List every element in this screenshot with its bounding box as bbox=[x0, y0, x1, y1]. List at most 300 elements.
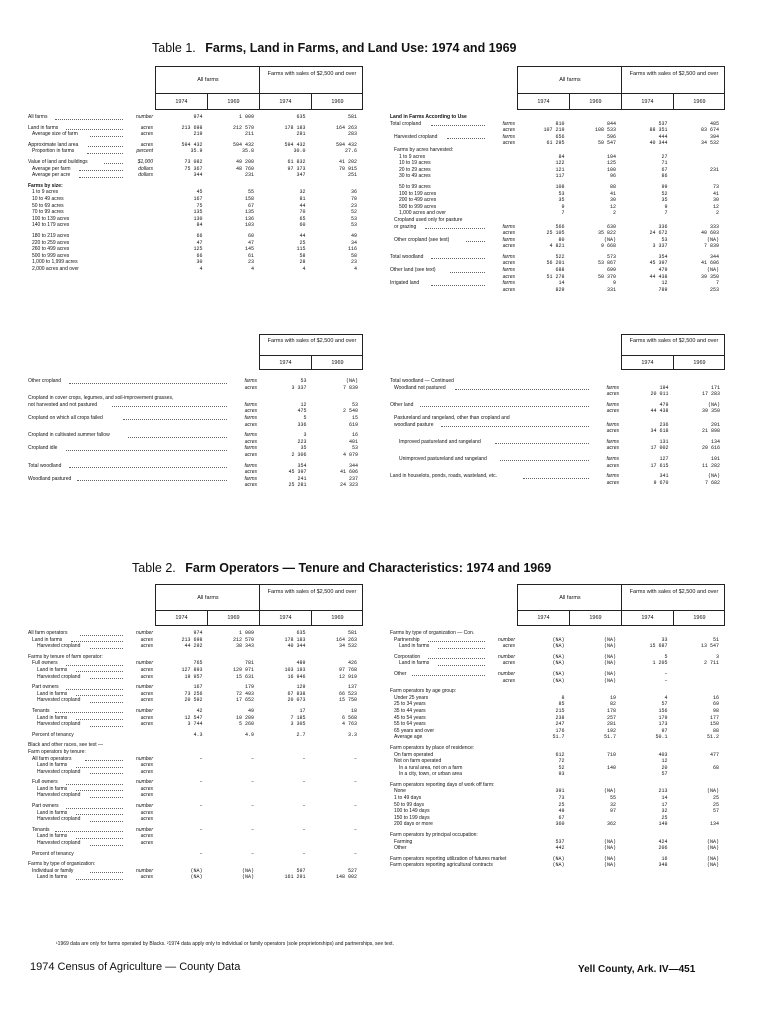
table-row bbox=[390, 254, 725, 261]
cell-value: 47 bbox=[196, 239, 203, 246]
cell-value: 15 bbox=[351, 414, 358, 421]
row-unit: acres bbox=[140, 666, 153, 673]
table-row bbox=[28, 240, 363, 247]
table-row bbox=[28, 803, 363, 810]
cell-value: (NA) bbox=[552, 653, 565, 660]
row-unit: farms bbox=[502, 236, 515, 243]
cell-value: 53 867 bbox=[597, 260, 616, 267]
row-label: 1,000 to 1,999 acres bbox=[32, 259, 78, 266]
cell-value: 656 bbox=[555, 133, 565, 140]
cell-value: 53 bbox=[351, 445, 358, 452]
table-row bbox=[28, 378, 363, 385]
cell-value: 360 bbox=[555, 821, 565, 828]
row-unit: farms bbox=[606, 421, 619, 428]
cell-value: 479 bbox=[658, 267, 668, 274]
cell-value: 47 bbox=[247, 239, 254, 246]
table-row bbox=[28, 732, 363, 739]
cell-value: 81 bbox=[299, 195, 306, 202]
cell-value: – bbox=[664, 677, 668, 684]
cell-value: 122 bbox=[555, 160, 565, 167]
cell-value: 192 bbox=[606, 727, 616, 734]
header-year: 1969 bbox=[227, 99, 240, 105]
cell-value: 781 bbox=[244, 660, 254, 667]
table-row bbox=[390, 788, 725, 795]
cell-value: (NA) bbox=[552, 855, 565, 862]
cell-value: 173 bbox=[658, 721, 668, 728]
cell-value: 86 bbox=[661, 173, 668, 180]
row-label: Cropland idle bbox=[28, 445, 58, 452]
row-label: 180 to 219 acres bbox=[32, 232, 70, 239]
cell-value: – bbox=[199, 803, 203, 810]
cell-value: 38 343 bbox=[235, 643, 254, 650]
cell-value: 14 bbox=[661, 795, 668, 802]
table-row bbox=[390, 456, 725, 463]
leader-dots bbox=[76, 767, 123, 768]
cell-value: 12 bbox=[712, 203, 719, 210]
cell-value: 41 606 bbox=[339, 469, 358, 476]
cell-value: 4 763 bbox=[341, 721, 357, 728]
header-year: 1974 bbox=[279, 99, 292, 105]
cell-value: 57 bbox=[661, 771, 668, 778]
row-label: Cropland used only for pasture bbox=[394, 216, 463, 223]
cell-value: 135 bbox=[244, 209, 254, 216]
cell-value: 344 bbox=[709, 253, 719, 260]
cell-value: 45 397 bbox=[649, 260, 668, 267]
cell-value: – bbox=[199, 755, 203, 762]
cell-value: 527 bbox=[347, 867, 357, 874]
cell-value: 344 bbox=[193, 172, 203, 179]
cell-value: 5 bbox=[664, 653, 668, 660]
cell-value: 594 432 bbox=[181, 141, 203, 148]
cell-value: (NA) bbox=[706, 236, 719, 243]
row-label: Other land (see text) bbox=[390, 267, 436, 274]
cell-value: 4 bbox=[250, 265, 254, 272]
table-row bbox=[390, 660, 725, 667]
cell-value: 73 082 bbox=[184, 158, 203, 165]
cell-value: 55 bbox=[609, 795, 616, 802]
row-label: Cropland in cover crops, legumes, and soil-improvement grasses, bbox=[28, 395, 174, 402]
table-row bbox=[390, 782, 725, 789]
table-row bbox=[28, 222, 363, 229]
cell-value: 206 bbox=[658, 845, 668, 852]
cell-value: 156 bbox=[658, 707, 668, 714]
cell-value: 7 bbox=[715, 280, 719, 287]
row-label: 10 to 49 acres bbox=[32, 195, 64, 202]
row-label: Harvested cropland bbox=[37, 816, 81, 823]
leader-dots bbox=[66, 450, 227, 451]
cell-value: 82 bbox=[609, 701, 616, 708]
table-row bbox=[390, 287, 725, 294]
footer-title: 1974 Census of Agriculture — County Data bbox=[30, 961, 241, 973]
row-unit: acres bbox=[502, 273, 515, 280]
cell-value: – bbox=[250, 850, 254, 857]
row-unit: farms bbox=[244, 378, 257, 384]
header-year: 1969 bbox=[589, 615, 602, 621]
cell-value: 75 bbox=[196, 202, 203, 209]
cell-value: 48 760 bbox=[235, 165, 254, 172]
cell-value: – bbox=[250, 826, 254, 833]
cell-value: 25 bbox=[558, 801, 565, 808]
cell-value: (NA) bbox=[603, 677, 616, 684]
row-unit: acres bbox=[502, 140, 515, 147]
row-label: Harvested cropland bbox=[37, 768, 81, 775]
table-row bbox=[390, 237, 725, 244]
row-unit: acres bbox=[502, 230, 515, 237]
row-unit: number bbox=[136, 755, 153, 762]
cell-value: 39 350 bbox=[700, 273, 719, 280]
row-unit: farms bbox=[244, 401, 257, 408]
cell-value: 16 bbox=[351, 432, 358, 439]
row-unit: acres bbox=[140, 809, 153, 816]
cell-value: 57 bbox=[661, 701, 668, 708]
table-row bbox=[28, 402, 363, 409]
cell-value: (NA) bbox=[241, 867, 254, 874]
cell-value: 16 946 bbox=[287, 673, 306, 680]
cell-value: 253 bbox=[709, 286, 719, 293]
cell-value: 98 bbox=[712, 707, 719, 714]
cell-value: 27.6 bbox=[344, 148, 357, 155]
row-label: Harvested cropland bbox=[394, 133, 438, 140]
row-label: 50 to 99 days bbox=[394, 801, 425, 808]
cell-value: 67 bbox=[247, 202, 254, 209]
table-row bbox=[28, 792, 363, 799]
table1-right-lower-rows bbox=[390, 378, 725, 486]
cell-value: 403 bbox=[658, 751, 668, 758]
cell-value: 241 bbox=[297, 475, 307, 482]
table-row bbox=[28, 422, 363, 429]
row-unit: acres bbox=[140, 816, 153, 823]
row-label: 1 to 9 acres bbox=[32, 189, 59, 196]
row-unit: $1,000 bbox=[137, 158, 153, 165]
header-farms-sales: Farms with sales of $2,500 and over bbox=[629, 71, 719, 77]
cell-value: 9 bbox=[664, 203, 668, 210]
cell-value: 829 bbox=[555, 286, 565, 293]
table-row bbox=[28, 395, 363, 402]
cell-value: 164 263 bbox=[335, 124, 357, 131]
table-row bbox=[28, 630, 363, 637]
row-label: In a city, town, or urban area bbox=[399, 771, 462, 778]
row-unit: acres bbox=[244, 451, 257, 458]
cell-value: (NA) bbox=[707, 473, 720, 480]
row-label: Farms by size: bbox=[28, 182, 63, 189]
cell-value: 103 bbox=[244, 222, 254, 229]
cell-value: 39 350 bbox=[701, 408, 720, 415]
table-row bbox=[390, 715, 725, 722]
row-unit: acres bbox=[502, 643, 515, 650]
table-row bbox=[28, 203, 363, 210]
table-row bbox=[28, 840, 363, 847]
table-row bbox=[28, 637, 363, 644]
table-row bbox=[28, 674, 363, 681]
cell-value: 594 432 bbox=[232, 141, 254, 148]
cell-value: 341 bbox=[659, 473, 669, 480]
row-unit: acres bbox=[140, 721, 153, 728]
cell-value: 699 bbox=[606, 267, 616, 274]
table-row bbox=[390, 127, 725, 134]
cell-value: – bbox=[250, 803, 254, 810]
cell-value: 30.0 bbox=[293, 148, 306, 155]
cell-value: 107 219 bbox=[543, 127, 565, 134]
table-row bbox=[390, 154, 725, 161]
cell-value: 16 bbox=[712, 694, 719, 701]
cell-value: 4 bbox=[353, 265, 357, 272]
row-label: Proportion in farms bbox=[32, 148, 75, 155]
leader-dots bbox=[69, 383, 227, 384]
cell-value: 25 bbox=[299, 239, 306, 246]
cell-value: 60 bbox=[247, 232, 254, 239]
cell-value: 49 200 bbox=[235, 158, 254, 165]
cell-value: (NA) bbox=[552, 643, 565, 650]
cell-value: 347 bbox=[296, 172, 306, 179]
leader-dots bbox=[90, 136, 123, 137]
table-row bbox=[28, 469, 363, 476]
header-year: 1974 bbox=[641, 360, 654, 366]
cell-value: (NA) bbox=[603, 660, 616, 667]
cell-value: 2 711 bbox=[703, 660, 719, 667]
row-unit: farms bbox=[606, 384, 619, 391]
row-unit: farms bbox=[244, 475, 257, 482]
row-unit: acres bbox=[244, 469, 257, 476]
table-row bbox=[390, 473, 725, 480]
cell-value: 594 432 bbox=[335, 141, 357, 148]
table-row bbox=[390, 728, 725, 735]
table-row bbox=[390, 795, 725, 802]
cell-value: 131 bbox=[659, 438, 669, 445]
cell-value: 6 568 bbox=[341, 714, 357, 721]
row-unit: farms bbox=[502, 253, 515, 260]
cell-value: 974 bbox=[193, 630, 203, 636]
cell-value: – bbox=[353, 850, 357, 857]
row-label: Farm operators reporting days of work off farm: bbox=[390, 781, 495, 788]
row-label: 200 days or more bbox=[394, 821, 433, 828]
row-label: Total woodland — Continued bbox=[390, 378, 454, 384]
table-row bbox=[28, 253, 363, 260]
cell-value: 19 bbox=[609, 694, 616, 701]
leader-dots bbox=[90, 821, 123, 822]
row-label: Harvested cropland bbox=[37, 697, 81, 704]
header-farms-sales: Farms with sales of $2,500 and over bbox=[267, 589, 357, 595]
cell-value: (NA) bbox=[603, 838, 616, 845]
row-label: 1 to 9 acres bbox=[399, 153, 426, 160]
table-row bbox=[390, 463, 725, 470]
cell-value: 4 079 bbox=[342, 451, 358, 458]
row-label: 1 to 49 days bbox=[394, 795, 422, 802]
cell-value: 65 bbox=[299, 215, 306, 222]
cell-value: 97 768 bbox=[338, 666, 357, 673]
cell-value: 41 bbox=[609, 190, 616, 197]
cell-value: (NA) bbox=[241, 874, 254, 881]
cell-value: 237 bbox=[348, 475, 358, 482]
row-label: 55 to 64 years bbox=[394, 721, 426, 728]
cell-value: (NA) bbox=[552, 636, 565, 643]
row-label: Percent of tenancy bbox=[32, 850, 74, 857]
row-label: 100 to 199 acres bbox=[399, 190, 437, 197]
cell-value: 72 493 bbox=[235, 690, 254, 697]
cell-value: 5 bbox=[303, 414, 307, 421]
row-unit: acres bbox=[140, 697, 153, 704]
table-row bbox=[390, 134, 725, 141]
leader-dots bbox=[79, 170, 123, 171]
table-row bbox=[390, 815, 725, 822]
leader-dots bbox=[428, 658, 485, 659]
cell-value: 25 281 bbox=[288, 482, 307, 489]
table-row bbox=[28, 452, 363, 459]
leader-dots bbox=[76, 695, 123, 696]
cell-value: (NA) bbox=[603, 643, 616, 650]
row-label: Approximate land area bbox=[28, 141, 79, 148]
row-unit: acres bbox=[140, 768, 153, 775]
row-label: Average per acre bbox=[32, 172, 71, 179]
leader-dots bbox=[441, 426, 589, 427]
row-label: 1,000 acres and over bbox=[399, 210, 446, 217]
cell-value: 35 bbox=[558, 197, 565, 204]
leader-dots bbox=[66, 808, 123, 809]
table-row bbox=[390, 160, 725, 167]
table2-name: Farm Operators — Tenure and Characteristics: 1974 and 1969 bbox=[185, 561, 552, 575]
cell-value: 36 bbox=[350, 189, 357, 196]
leader-dots bbox=[90, 678, 123, 679]
row-unit: acres bbox=[606, 445, 619, 452]
row-label: Woodland pastured bbox=[28, 475, 72, 482]
cell-value: 34 bbox=[350, 239, 357, 246]
cell-value: (NA) bbox=[552, 670, 565, 677]
header-year: 1969 bbox=[693, 360, 706, 366]
table-row bbox=[28, 439, 363, 446]
row-label: Partnership bbox=[394, 636, 420, 643]
leader-dots bbox=[66, 129, 123, 130]
cell-value: 71 bbox=[661, 160, 668, 167]
cell-value: 522 bbox=[555, 253, 565, 260]
row-label: 200 to 499 acres bbox=[399, 197, 437, 204]
table-row bbox=[28, 166, 363, 173]
cell-value: 148 002 bbox=[335, 874, 357, 881]
cell-value: (NA) bbox=[706, 838, 719, 845]
row-label: Farms by type of organization: bbox=[28, 861, 96, 868]
cell-value: 23 bbox=[350, 259, 357, 266]
table-row bbox=[28, 233, 363, 240]
table2-right-panel bbox=[390, 584, 725, 944]
cell-value: 41 202 bbox=[338, 158, 357, 165]
table-row bbox=[28, 445, 363, 452]
row-unit: number bbox=[136, 114, 153, 120]
leader-dots bbox=[438, 648, 485, 649]
row-unit: farms bbox=[244, 432, 257, 439]
cell-value: 1 009 bbox=[238, 114, 254, 120]
table-row bbox=[390, 643, 725, 650]
table-row bbox=[28, 786, 363, 793]
table-row bbox=[28, 159, 363, 166]
cell-value: 66 523 bbox=[338, 690, 357, 697]
cell-value: 333 bbox=[709, 223, 719, 230]
cell-value: 281 bbox=[606, 721, 616, 728]
cell-value: 537 bbox=[658, 120, 668, 127]
cell-value: – bbox=[250, 779, 254, 786]
row-label: 2,000 acres and over bbox=[32, 265, 79, 272]
cell-value: 444 bbox=[658, 133, 668, 140]
row-unit: dollars bbox=[138, 165, 153, 172]
table-row bbox=[390, 191, 725, 198]
table-row bbox=[390, 821, 725, 828]
cell-value: 145 bbox=[244, 246, 254, 253]
cell-value: 34 532 bbox=[700, 140, 719, 147]
cell-value: 50.1 bbox=[655, 734, 668, 741]
table-row bbox=[28, 196, 363, 203]
row-label: Other bbox=[394, 670, 407, 677]
cell-value: 53 bbox=[300, 378, 307, 384]
leader-dots bbox=[412, 675, 486, 676]
cell-value: 7 185 bbox=[290, 714, 306, 721]
table-row bbox=[390, 654, 725, 661]
leader-dots bbox=[80, 635, 123, 636]
cell-value: 69 bbox=[712, 701, 719, 708]
row-unit: number bbox=[498, 636, 515, 643]
cell-value: 223 bbox=[297, 438, 307, 445]
cell-value: 213 bbox=[658, 788, 668, 795]
table1-name: Farms, Land in Farms, and Land Use: 1974 and 1969 bbox=[205, 41, 517, 55]
cell-value: 17 615 bbox=[650, 462, 669, 469]
cell-value: 85 bbox=[558, 701, 565, 708]
cell-value: (NA) bbox=[552, 677, 565, 684]
cell-value: 581 bbox=[347, 630, 357, 636]
cell-value: 17 bbox=[661, 801, 668, 808]
row-label: 35 to 44 years bbox=[394, 707, 426, 714]
cell-value: 3 bbox=[715, 653, 719, 660]
cell-value: (NA) bbox=[552, 862, 565, 869]
row-unit: acres bbox=[606, 391, 619, 398]
table-row bbox=[390, 721, 725, 728]
row-label: 260 to 499 acres bbox=[32, 246, 70, 253]
row-unit: acres bbox=[502, 127, 515, 134]
cell-value: 88 bbox=[712, 727, 719, 734]
cell-value: 97 bbox=[609, 808, 616, 815]
table-row bbox=[390, 671, 725, 678]
leader-dots bbox=[420, 406, 589, 407]
table-row bbox=[390, 280, 725, 287]
row-label: woodland pasture bbox=[394, 421, 434, 428]
cell-value: 40 344 bbox=[287, 643, 306, 650]
row-unit: dollars bbox=[138, 172, 153, 179]
cell-value: 477 bbox=[709, 751, 719, 758]
row-label: 100 to 139 acres bbox=[32, 215, 70, 222]
cell-value: 61 832 bbox=[287, 158, 306, 165]
cell-value: 40 603 bbox=[700, 230, 719, 237]
cell-value: 4 bbox=[302, 265, 306, 272]
cell-value: 52 bbox=[661, 190, 668, 197]
table-row bbox=[28, 697, 363, 704]
cell-value: 137 bbox=[347, 684, 357, 691]
row-label: Land in farms bbox=[37, 690, 68, 697]
cell-value: 12 919 bbox=[338, 673, 357, 680]
cell-value: 97 373 bbox=[287, 165, 306, 172]
table1-right-header bbox=[517, 66, 725, 110]
row-unit: farms bbox=[502, 223, 515, 230]
table2-title bbox=[132, 561, 551, 575]
cell-value: 44 bbox=[299, 232, 306, 239]
table-row bbox=[28, 810, 363, 817]
row-unit: number bbox=[498, 670, 515, 677]
row-unit: acres bbox=[140, 714, 153, 721]
table-row bbox=[28, 691, 363, 698]
cell-value: 57 bbox=[712, 808, 719, 815]
cell-value: 136 bbox=[244, 215, 254, 222]
row-label: Land in farms bbox=[37, 714, 68, 721]
row-label: 100 to 149 days bbox=[394, 808, 430, 815]
table1-title bbox=[152, 41, 516, 55]
row-label: 500 to 999 acres bbox=[32, 252, 70, 259]
cell-value: 53 bbox=[350, 215, 357, 222]
header-year: 1969 bbox=[589, 99, 602, 105]
row-label: Woodland not pastured bbox=[394, 384, 446, 391]
